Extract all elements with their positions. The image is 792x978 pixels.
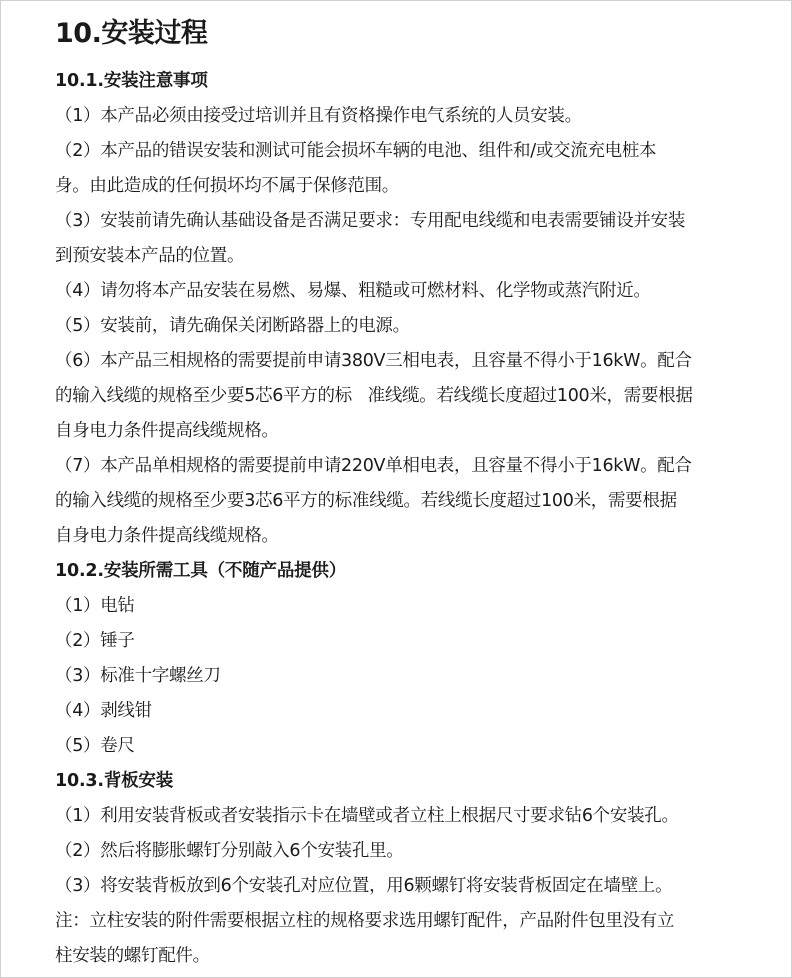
- section-10-1-line-1: （1）本产品必须由接受过培训并且有资格操作电气系统的人员安装。: [55, 106, 582, 126]
- section-heading-10-3: 10.3.背板安装: [55, 771, 174, 791]
- tool-item: （2）锤子: [55, 631, 135, 651]
- tool-item: （3）标准十字螺丝刀: [55, 666, 221, 686]
- section-10-1-line-3: 身。由此造成的任何损坏均不属于保修范围。: [55, 176, 399, 196]
- section-10-1-line-6: （4）请勿将本产品安装在易燃、易爆、粗糙或可燃材料、化学物或蒸汽附近。: [55, 281, 651, 301]
- section-10-3-note-line-1: 注：立柱安装的附件需要根据立柱的规格要求选用螺钉配件，产品附件包里没有立: [55, 911, 675, 931]
- section-10-1-line-11: （7）本产品单相规格的需要提前申请220V单相电表，且容量不得小于16kW。配合: [55, 456, 692, 476]
- section-10-3-note-line-2: 柱安装的螺钉配件。: [55, 946, 210, 966]
- title-spacer: [55, 54, 755, 64]
- section-10-1-line-9: 的输入线缆的规格至少要5芯6平方的标 准线缆。若线缆长度超过100米，需要根据: [55, 386, 693, 406]
- page-title: 10.安装过程: [55, 18, 208, 49]
- section-10-1-line-13: 自身电力条件提高线缆规格。: [55, 526, 279, 546]
- section-10-3-line-2: （2）然后将膨胀螺钉分别敲入6个安装孔里。: [55, 841, 404, 861]
- section-10-1-line-7: （5）安装前，请先确保关闭断路器上的电源。: [55, 316, 410, 336]
- tool-item: （5）卷尺: [55, 736, 135, 756]
- section-10-1-line-10: 自身电力条件提高线缆规格。: [55, 421, 279, 441]
- section-heading-10-2: 10.2.安装所需工具（不随产品提供）: [55, 561, 347, 581]
- section-10-1-line-8: （6）本产品三相规格的需要提前申请380V三相电表，且容量不得小于16kW。配合: [55, 351, 692, 371]
- section-10-1-line-4: （3）安装前请先确认基础设备是否满足要求：专用配电线缆和电表需要铺设并安装: [55, 211, 686, 231]
- section-10-1-line-2: （2）本产品的错误安装和测试可能会损坏车辆的电池、组件和/或交流充电桩本: [55, 141, 657, 161]
- section-10-1-line-5: 到预安装本产品的位置。: [55, 246, 245, 266]
- tool-item: （1）电钻: [55, 596, 135, 616]
- section-heading-10-1: 10.1.安装注意事项: [55, 71, 208, 91]
- section-10-1-line-12: 的输入线缆的规格至少要3芯6平方的标准线缆。若线缆长度超过100米，需要根据: [55, 491, 677, 511]
- document-body: [55, 14, 755, 974]
- tool-item: （4）剥线钳: [55, 701, 152, 721]
- section-10-3-line-1: （1）利用安装背板或者安装指示卡在墙壁或者立柱上根据尺寸要求钻6个安装孔。: [55, 806, 679, 826]
- section-10-3-line-3: （3）将安装背板放到6个安装孔对应位置，用6颗螺钉将安装背板固定在墙壁上。: [55, 876, 673, 896]
